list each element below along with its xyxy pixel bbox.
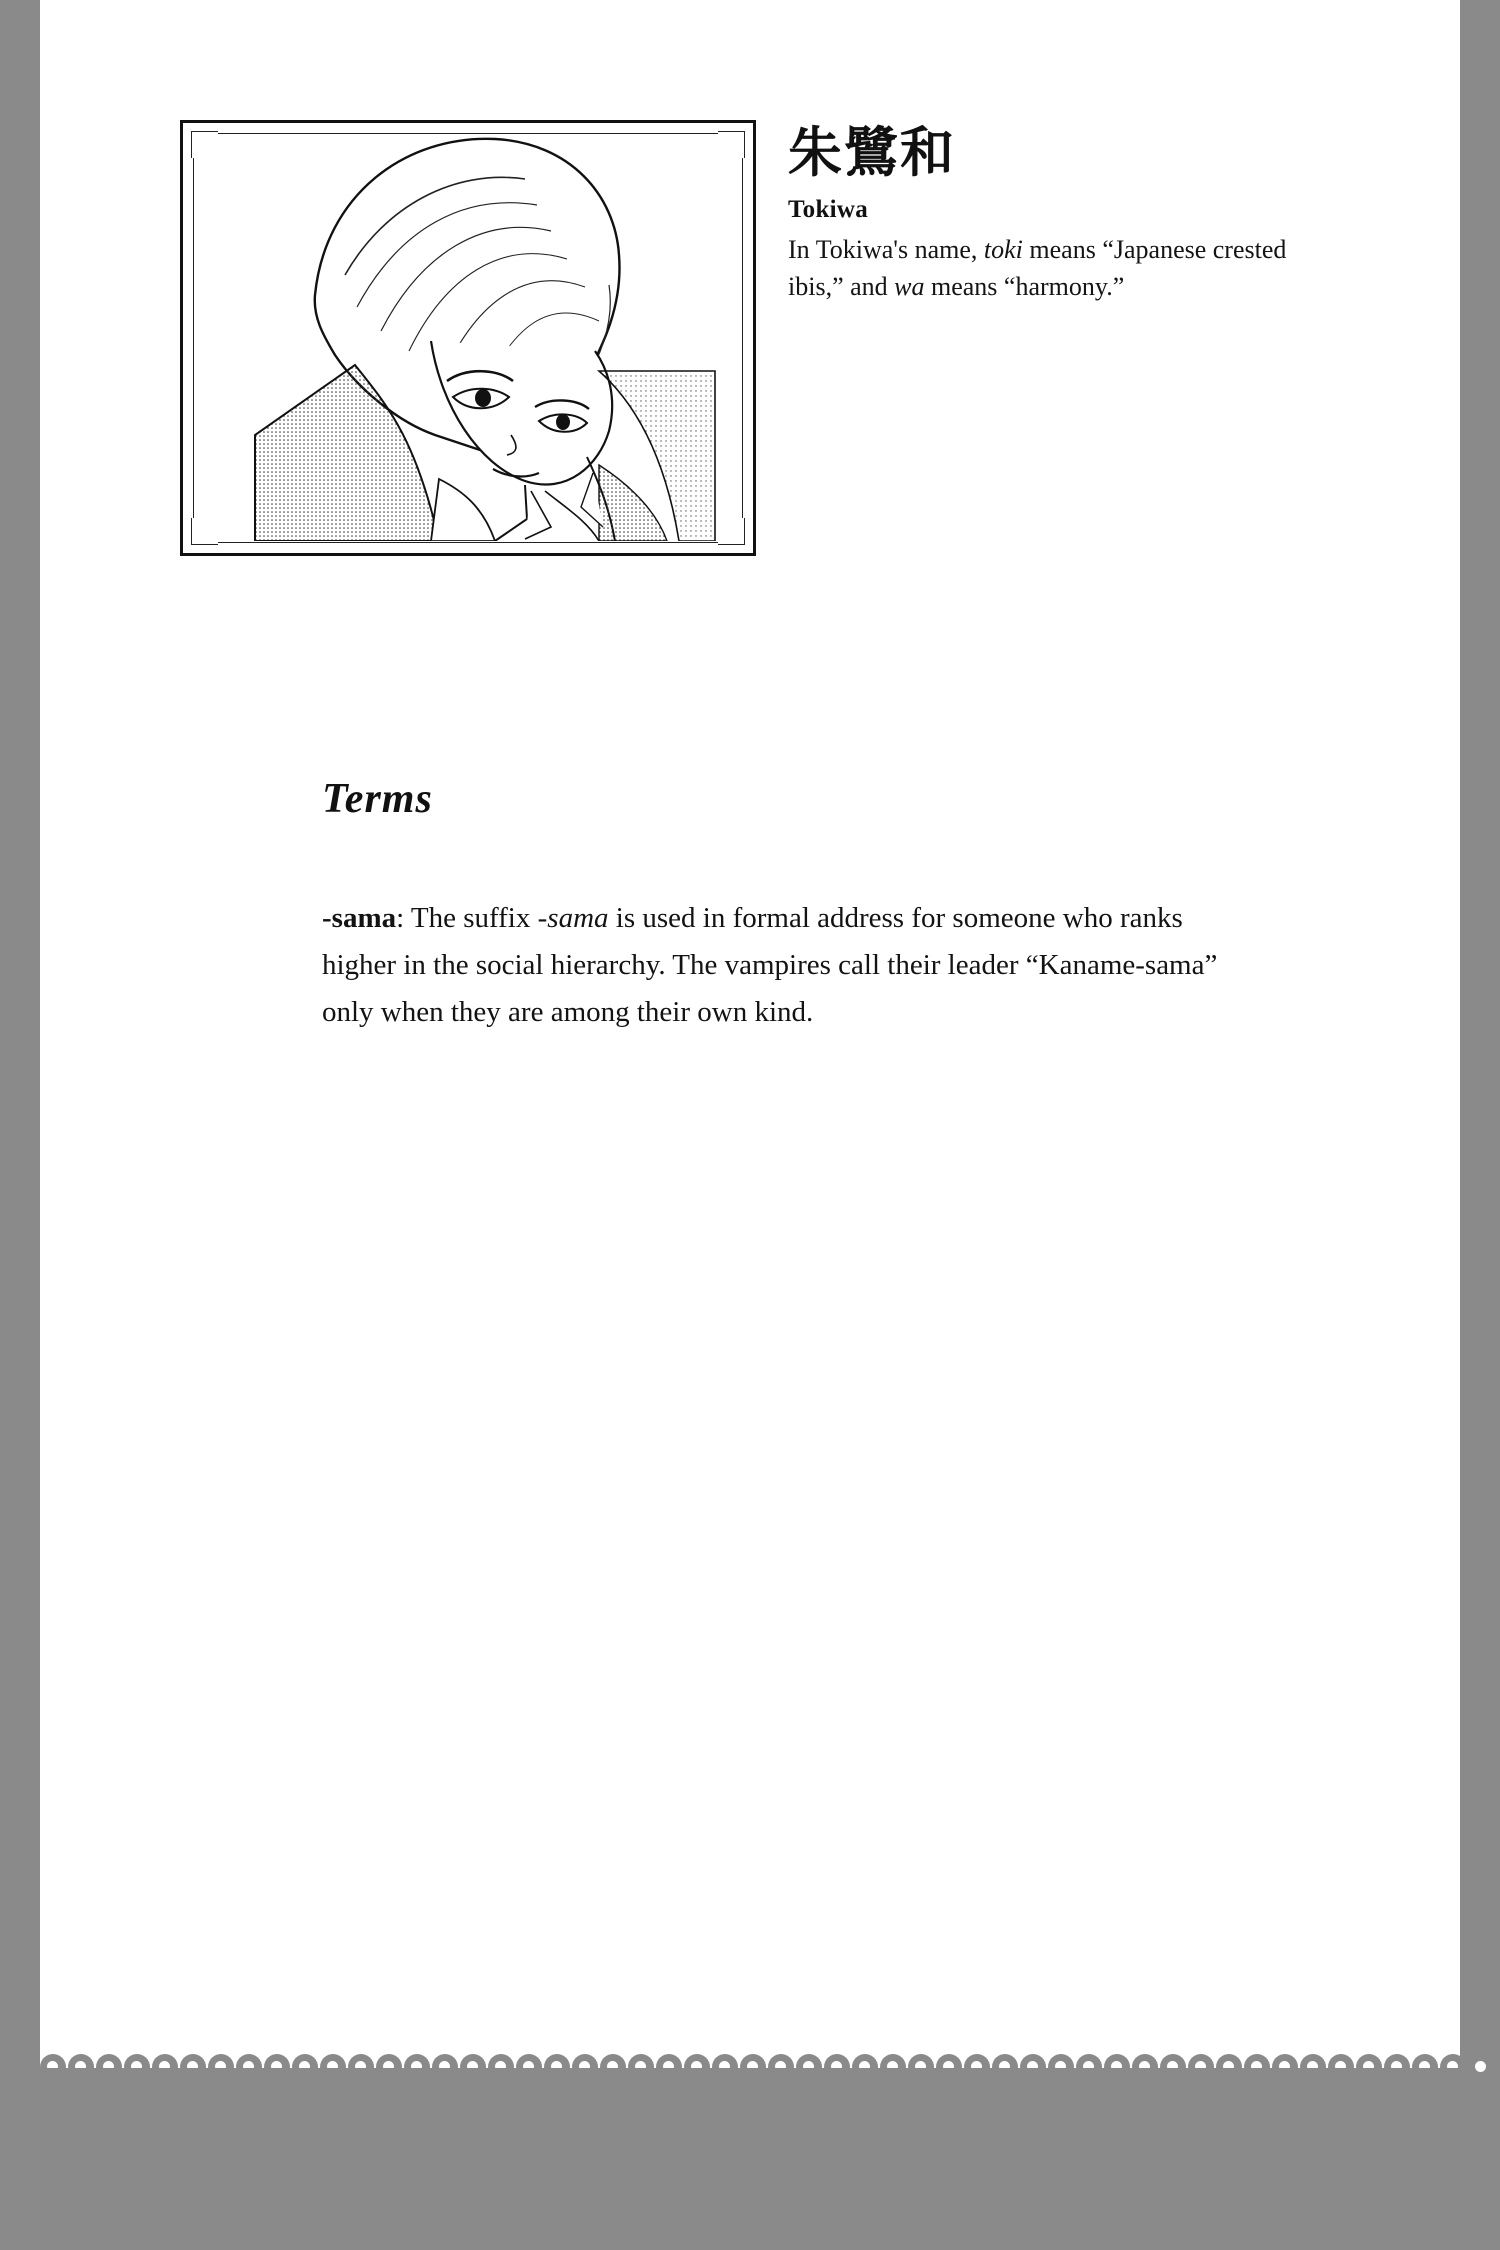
- character-entry: [180, 120, 1330, 556]
- term-text-after: is used in formal address for someone who ranks higher in the social hierarchy. The vampires call their leader “Kaname-sama” only when they are among their own kind.: [322, 902, 1218, 1028]
- desc-italic-wa: wa: [894, 271, 925, 301]
- term-text-before: The suffix: [404, 902, 538, 934]
- desc-part-after: means “harmony.”: [924, 271, 1125, 301]
- book-page: [40, 0, 1460, 2160]
- desc-part-before: In Tokiwa's name,: [788, 235, 984, 264]
- term-label: -sama: [322, 902, 397, 934]
- character-name-japanese: 朱鷺和: [788, 121, 956, 184]
- term-italic: -sama: [537, 902, 609, 934]
- footer-band: [40, 2068, 1460, 2160]
- character-illustration: [195, 135, 741, 541]
- term-colon: :: [396, 902, 405, 934]
- character-name-romaji: Tokiwa: [788, 196, 869, 223]
- desc-italic-toki: toki: [983, 235, 1023, 264]
- character-portrait-frame: [180, 120, 756, 556]
- terms-heading: Terms: [322, 776, 433, 822]
- desc-part-middle: means “Japanese crested ibis,” and: [788, 235, 1287, 301]
- character-text-block: [788, 120, 1308, 306]
- character-name-description: [788, 232, 1288, 306]
- terms-entry-sama: [322, 895, 1252, 1036]
- lace-scallop: [1468, 2054, 1494, 2080]
